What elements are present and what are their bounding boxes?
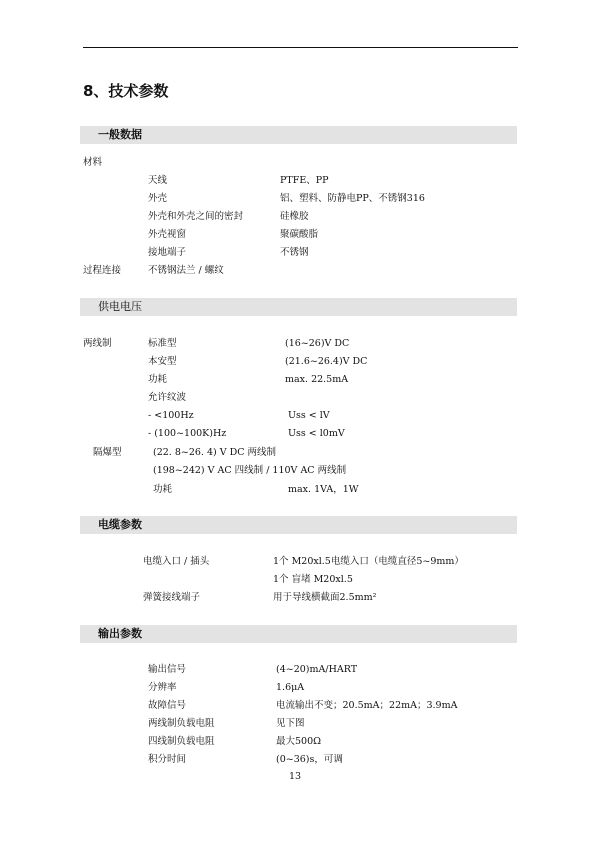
power-label: - <100Hz bbox=[148, 410, 194, 421]
output-value: 电流输出不变；20.5mA；22mA；3.9mA bbox=[276, 700, 458, 711]
explosion-proof-label: 隔爆型 bbox=[93, 447, 122, 458]
materials-label: 材料 bbox=[83, 157, 103, 168]
output-label: 积分时间 bbox=[148, 754, 187, 765]
process-connection-label: 过程连接 bbox=[83, 265, 122, 276]
power-value: (16~26)V DC bbox=[285, 338, 350, 349]
cable-entry-value: 1个 盲堵 M20xl.5 bbox=[273, 574, 353, 585]
output-label: 故障信号 bbox=[148, 700, 187, 711]
power-value: max. 22.5mA bbox=[285, 374, 349, 385]
cable-entry-value: 1个 M20xl.5电缆入口（电缆直径5~9mm） bbox=[273, 556, 464, 567]
section-bar-power: 供电电压 bbox=[80, 298, 517, 316]
output-label: 输出信号 bbox=[148, 664, 187, 675]
material-label: 接地端子 bbox=[148, 247, 187, 258]
section-bar-general: 一般数据 bbox=[80, 126, 517, 144]
output-label: 分辨率 bbox=[148, 682, 177, 693]
material-value: PTFE、PP bbox=[280, 175, 329, 186]
material-label: 天线 bbox=[148, 175, 168, 186]
output-label: 两线制负载电阻 bbox=[148, 718, 215, 729]
explosion-proof-value: (198~242) V AC 四线制 / 110V AC 两线制 bbox=[153, 465, 347, 476]
section-bar-cable: 电缆参数 bbox=[80, 516, 517, 534]
material-value: 不锈钢 bbox=[280, 247, 309, 258]
page-heading: 8、技术参数 bbox=[83, 82, 169, 100]
terminal-value: 用于导线横截面2.5mm² bbox=[273, 592, 377, 603]
output-value: 最大500Ω bbox=[276, 736, 322, 747]
material-label: 外壳视窗 bbox=[148, 229, 187, 240]
process-connection-value: 不锈钢法兰 / 螺纹 bbox=[148, 265, 224, 276]
power-label: 功耗 bbox=[148, 374, 168, 385]
output-value: 见下图 bbox=[276, 718, 305, 729]
section-bar-output: 输出参数 bbox=[80, 625, 517, 643]
power-value: (21.6~26.4)V DC bbox=[285, 356, 368, 367]
explosion-power-label: 功耗 bbox=[153, 484, 173, 495]
power-value: Uss < lV bbox=[288, 410, 330, 421]
cable-entry-label: 电缆入口 / 插头 bbox=[143, 556, 210, 567]
power-value: Uss < l0mV bbox=[288, 428, 345, 439]
output-value: 1.6μA bbox=[276, 682, 305, 693]
output-label: 四线制负载电阻 bbox=[148, 736, 215, 747]
explosion-proof-value: (22. 8~26. 4) V DC 两线制 bbox=[153, 447, 277, 458]
output-value: (0~36)s，可调 bbox=[276, 754, 343, 765]
material-label: 外壳和外壳之间的密封 bbox=[148, 211, 244, 222]
top-rule bbox=[83, 47, 518, 48]
material-value: 聚碳酸脂 bbox=[280, 229, 319, 240]
page-number: 13 bbox=[289, 771, 302, 782]
material-label: 外壳 bbox=[148, 193, 168, 204]
material-value: 铝、塑料、防静电PP、不锈钢316 bbox=[280, 193, 425, 204]
terminal-label: 弹簧接线端子 bbox=[143, 592, 201, 603]
power-label: 标准型 bbox=[148, 338, 177, 349]
power-label: - (100~100K)Hz bbox=[148, 428, 227, 439]
explosion-power-value: max. 1VA，1W bbox=[288, 484, 359, 495]
power-label: 本安型 bbox=[148, 356, 177, 367]
two-wire-label: 两线制 bbox=[83, 338, 112, 349]
power-label: 允许纹波 bbox=[148, 392, 187, 403]
material-value: 硅橡胶 bbox=[280, 211, 309, 222]
output-value: (4~20)mA/HART bbox=[276, 664, 358, 675]
